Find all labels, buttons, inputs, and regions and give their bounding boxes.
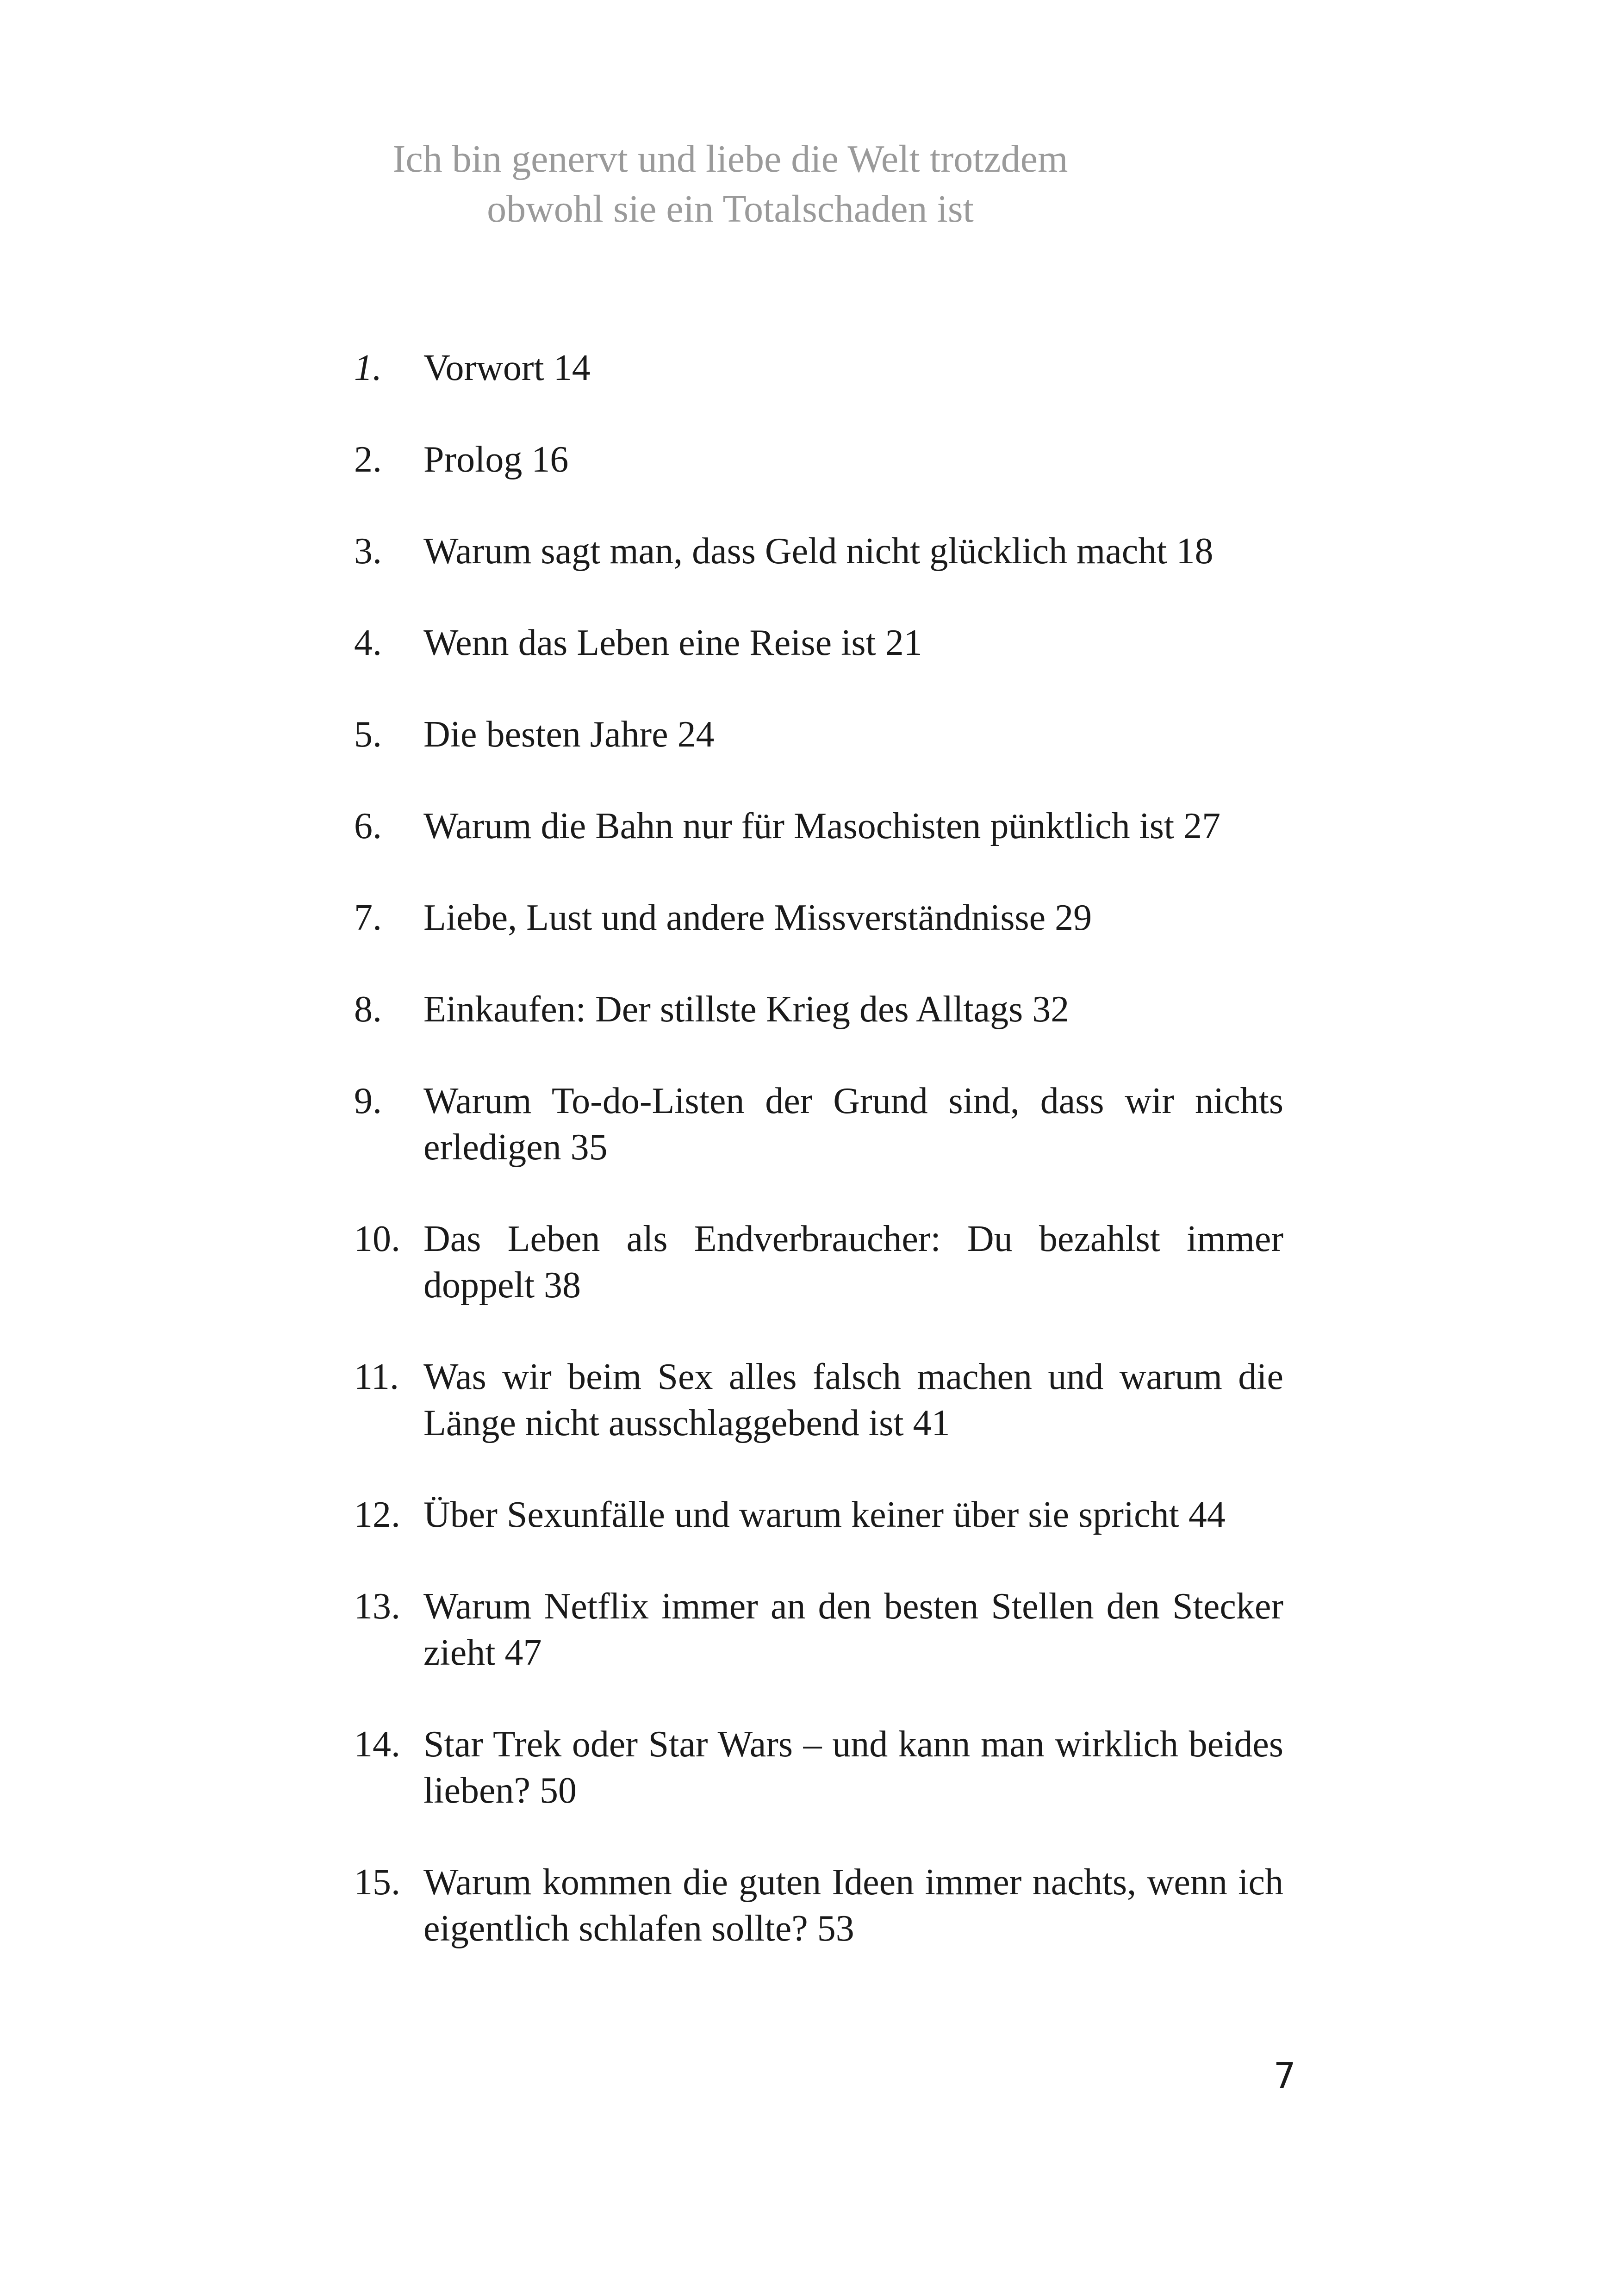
toc-entry-title: Warum die Bahn nur für Masochisten pünktlich ist 27 [423, 806, 1221, 846]
toc-entry-title: Die besten Jahre 24 [423, 714, 715, 755]
toc-entry-number: 6. [354, 806, 382, 846]
toc-entry-number: 1. [354, 348, 382, 388]
toc-entry [354, 986, 1283, 1033]
toc-entry-title: Star Trek oder Star Wars – und kann man wirklich beides lieben? 50 [423, 1724, 1283, 1811]
toc-entry-number: 10. [354, 1219, 400, 1259]
toc-entry-number: 2. [354, 439, 382, 480]
toc-entry-number: 5. [354, 714, 382, 755]
toc-entry-title: Warum To-do-Listen der Grund sind, dass wir nichts erledigen 35 [423, 1081, 1283, 1168]
toc-entry-number: 11. [354, 1356, 399, 1397]
toc-entry [354, 1354, 1283, 1446]
toc-entry [354, 620, 1283, 666]
toc-entry [354, 1721, 1283, 1814]
toc-entry [354, 1583, 1283, 1676]
toc-entry-title: Warum kommen die guten Ideen immer nachts, wenn ich eigentlich schlafen sollte? 53 [423, 1862, 1283, 1949]
toc-entry-title: Warum sagt man, dass Geld nicht glücklich macht 18 [423, 531, 1214, 572]
toc-entry [354, 345, 1283, 391]
toc-entry-title: Was wir beim Sex alles falsch machen und warum die Länge nicht ausschlaggebend ist 41 [423, 1356, 1283, 1444]
toc-entry-number: 14. [354, 1724, 400, 1765]
table-of-contents [354, 345, 1283, 1997]
toc-entry [354, 436, 1283, 483]
toc-entry [354, 1859, 1283, 1952]
toc-entry [354, 1216, 1283, 1308]
toc-entry-title: Über Sexunfälle und warum keiner über sie spricht 44 [423, 1494, 1226, 1535]
toc-entry-title: Einkaufen: Der stillste Krieg des Alltags 32 [423, 989, 1070, 1030]
running-head [0, 134, 1618, 234]
running-head-line-2: obwohl sie ein Totalschaden ist [487, 187, 974, 230]
toc-entry [354, 1492, 1283, 1538]
toc-entry-number: 8. [354, 989, 382, 1030]
toc-entry-title: Vorwort 14 [423, 348, 591, 388]
toc-entry-number: 7. [354, 897, 382, 938]
toc-entry [354, 803, 1283, 849]
toc-entry-number: 3. [354, 531, 382, 572]
running-head-line-1: Ich bin genervt und liebe die Welt trotzdem [392, 137, 1068, 180]
toc-entry-title: Warum Netflix immer an den besten Stellen den Stecker zieht 47 [423, 1586, 1283, 1673]
toc-entry-number: 12. [354, 1494, 400, 1535]
toc-entry-number: 4. [354, 622, 382, 663]
toc-entry [354, 1078, 1283, 1170]
toc-entry-title: Prolog 16 [423, 439, 569, 480]
page-number: 7 [1273, 2055, 1296, 2096]
toc-entry [354, 528, 1283, 574]
toc-entry [354, 711, 1283, 758]
toc-entry-title: Das Leben als Endverbraucher: Du bezahlst immer doppelt 38 [423, 1219, 1283, 1306]
toc-entry-title: Liebe, Lust und andere Missverständnisse 29 [423, 897, 1092, 938]
toc-entry-number: 9. [354, 1081, 382, 1121]
toc-entry-number: 13. [354, 1586, 400, 1627]
toc-entry-number: 15. [354, 1862, 400, 1903]
toc-entry [354, 895, 1283, 941]
toc-entry-title: Wenn das Leben eine Reise ist 21 [423, 622, 922, 663]
